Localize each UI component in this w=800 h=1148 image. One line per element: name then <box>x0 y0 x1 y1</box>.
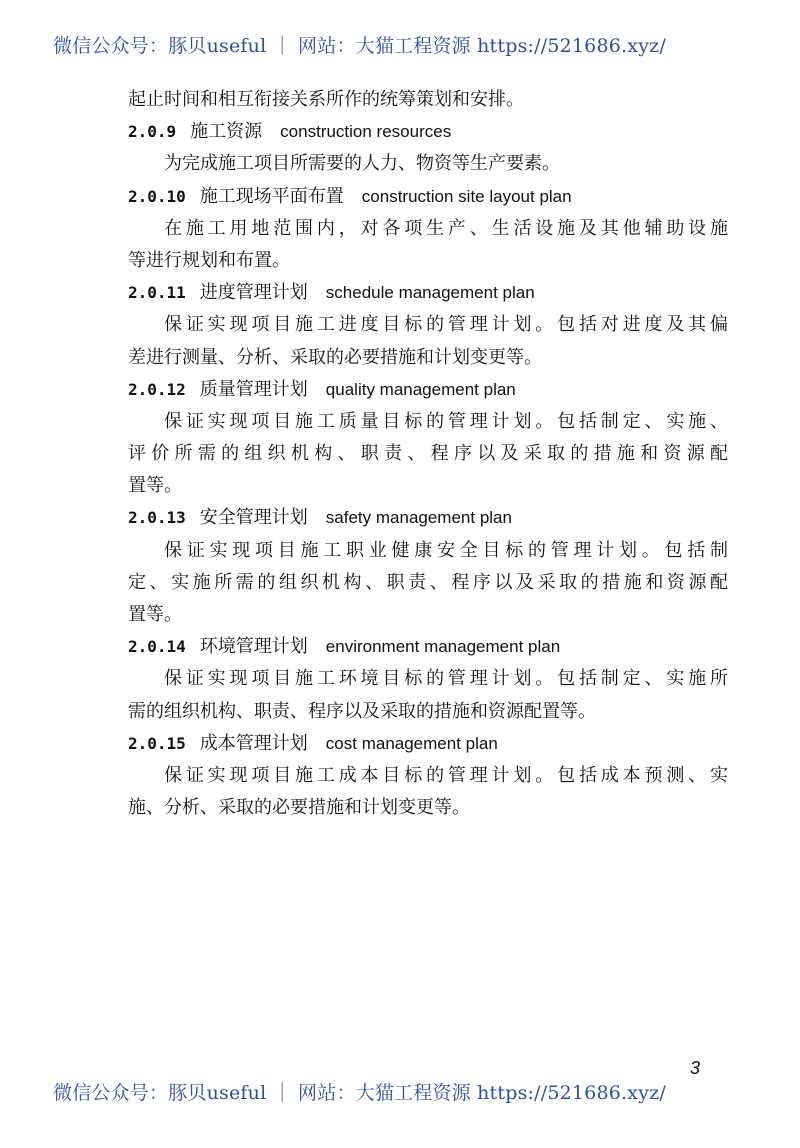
page-number: 3 <box>690 1058 701 1078</box>
term-entry <box>128 116 728 180</box>
term-chinese: 安全管理计划 <box>199 507 308 529</box>
term-english: cost management plan <box>325 733 498 753</box>
term-definition-line: 保证实现项目施工环境目标的管理计划。包括制定、实施所 <box>164 668 728 690</box>
term-definition-line: 等进行规划和布置。 <box>128 249 290 271</box>
term-number: 2.0.10 <box>128 186 186 206</box>
term-chinese: 进度管理计划 <box>199 282 308 304</box>
term-entry <box>128 502 728 631</box>
term-english: safety management plan <box>325 508 512 528</box>
term-definition-line: 施、分析、采取的必要措施和计划变更等。 <box>128 797 470 819</box>
term-definition-line: 需的组织机构、职责、程序以及采取的措施和资源配置等。 <box>128 700 596 722</box>
term-english: quality management plan <box>325 379 516 399</box>
term-definition-line: 保证实现项目施工职业健康安全目标的管理计划。包括制 <box>164 539 728 561</box>
intro-line: 起止时间和相互衔接关系所作的统筹策划和安排。 <box>128 89 524 110</box>
watermark-top: 微信公众号：豚贝useful ｜ 网站：大猫工程资源 https://521686.xyz/ <box>53 35 666 57</box>
term-definition-line: 置等。 <box>128 604 182 625</box>
watermark-bottom: 微信公众号：豚贝useful ｜ 网站：大猫工程资源 https://521686.xyz/ <box>53 1082 666 1104</box>
term-definition-line: 评价所需的组织机构、职责、程序以及采取的措施和资源配 <box>128 443 728 465</box>
term-entry <box>128 277 728 374</box>
term-english: construction resources <box>280 122 452 142</box>
term-entry <box>128 728 728 825</box>
term-chinese: 施工资源 <box>190 121 263 143</box>
term-definition-line: 置等。 <box>128 475 182 497</box>
term-number: 2.0.13 <box>128 508 186 528</box>
term-definition-line: 保证实现项目施工质量目标的管理计划。包括制定、实施、 <box>164 410 728 432</box>
term-definition-line: 在施工用地范围内，对各项生产、生活设施及其他辅助设施 <box>164 217 728 239</box>
term-number: 2.0.15 <box>128 733 186 753</box>
term-entry <box>128 631 728 728</box>
term-chinese: 成本管理计划 <box>199 732 308 754</box>
document-body <box>128 84 728 824</box>
term-definition-line: 定、实施所需的组织机构、职责、程序以及采取的措施和资源配 <box>128 571 728 593</box>
term-definition-line: 保证实现项目施工成本目标的管理计划。包括成本预测、实 <box>164 764 728 786</box>
term-definition-line: 保证实现项目施工进度目标的管理计划。包括对进度及其偏 <box>164 314 728 336</box>
term-number: 2.0.14 <box>128 637 186 657</box>
term-entry <box>128 374 728 503</box>
term-number: 2.0.11 <box>128 283 186 303</box>
term-chinese: 施工现场平面布置 <box>199 185 344 207</box>
term-english: construction site layout plan <box>361 186 572 206</box>
term-english: environment management plan <box>325 637 561 657</box>
term-chinese: 质量管理计划 <box>199 378 308 400</box>
term-entry <box>128 181 728 278</box>
term-number: 2.0.12 <box>128 379 186 399</box>
term-chinese: 环境管理计划 <box>199 636 308 658</box>
term-english: schedule management plan <box>325 283 535 303</box>
term-definition-line: 差进行测量、分析、采取的必要措施和计划变更等。 <box>128 346 542 368</box>
term-definition-line: 为完成施工项目所需要的人力、物资等生产要素。 <box>164 153 560 175</box>
term-number: 2.0.9 <box>128 122 177 142</box>
